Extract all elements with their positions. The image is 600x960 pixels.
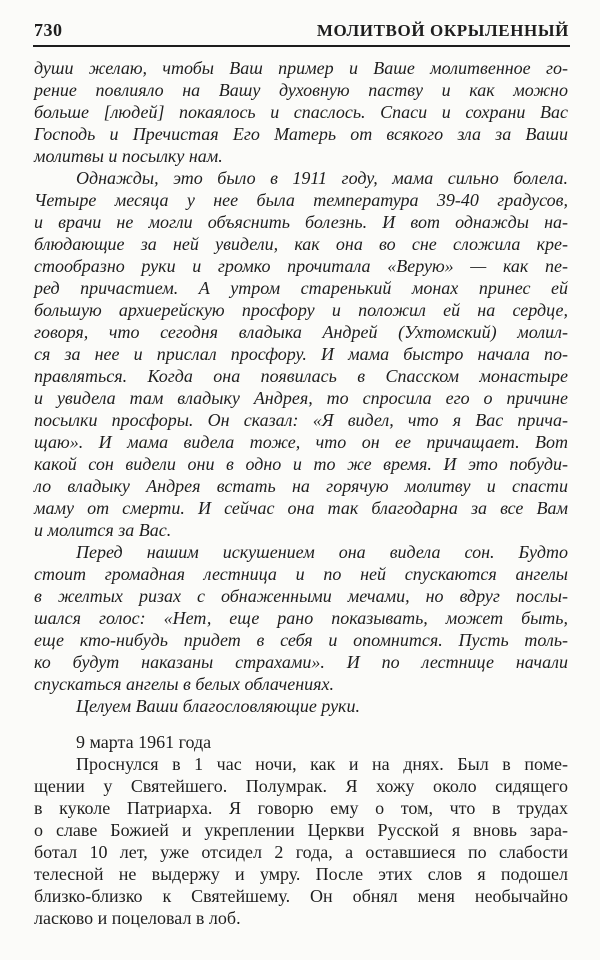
page-number: 730 [34,20,63,40]
text-line: щаю». И мама видела тоже, что он ее причащает. Вот [34,432,568,452]
text-line: 9 марта 1961 года [76,732,212,752]
text-line: ло владыку Андрея встать на горячую молитву и спасти [34,476,568,496]
text-line: и увидела там владыку Андрея, то спросила его о причине [34,388,568,408]
text-line: и врачи не могли объяснить болезнь. И вот однажды на- [34,212,568,232]
text-line: говоря, что сегодня владыка Андрей (Ухтомский) молил- [34,322,568,342]
text-line: спускаться ангелы в белых облачениях. [34,674,335,694]
text-line: и молится за Вас. [34,520,172,540]
text-line: Проснулся в 1 час ночи, как и на днях. Был в поме- [76,754,568,774]
header-rule [33,45,570,47]
text-line: стоит громадная лестница и по ней спускаются ангелы [34,564,568,584]
text-line: стообразно руки и громко прочитала «Верую» — как пе- [34,256,568,276]
text-line: близко-близко к Святейшему. Он обнял меня необычайно [34,886,568,906]
running-head-title: МОЛИТВОЙ ОКРЫЛЕННЫЙ [316,21,569,40]
page-body-text [34,57,568,929]
text-line: маму от смерти. И сейчас она так благодарна за все Вам [34,498,568,518]
text-line: Целуем Ваши благословляющие руки. [76,696,360,716]
text-line: души желаю, чтобы Ваш пример и Ваше молитвенное го- [34,58,568,78]
text-line: ред причастием. А утром старенький монах принес ей [34,278,568,298]
text-line: ся за нее и прислал просфору. И мама быстро начала по- [34,344,568,364]
text-line: телесной не выдержу и умру. После этих слов я подошел [34,864,568,884]
text-line: ботал 10 лет, уже отсидел 2 года, а оставшиеся по слабости [34,842,568,862]
text-line: Четыре месяца у нее была температура 39-40 градусов, [34,190,568,210]
text-line: посылки просфоры. Он сказал: «Я видел, что я Вас прича- [34,410,568,430]
page-header [34,20,569,41]
text-line: больше [людей] покаялось и спаслось. Спаси и сохрани Вас [34,102,568,122]
text-line: ласково и поцеловал в лоб. [34,908,241,928]
text-line: о славе Божией и укреплении Церкви Русской я вновь зара- [34,820,568,840]
text-line: Однажды, это было в 1911 году, мама сильно болела. [76,168,568,188]
text-line: правляться. Когда она появилась в Спасском монастыре [34,366,568,386]
text-line: рение повлияло на Вашу духовную паству и как можно [34,80,568,100]
text-line: Перед нашим искушением она видела сон. Будто [76,542,568,562]
text-line: щении у Святейшего. Полумрак. Я хожу около сидящего [34,776,568,796]
text-line: молитвы и посылку нам. [34,146,223,166]
text-line: в куколе Патриарха. Я говорю ему о том, что в трудах [34,798,568,818]
text-line: в желтых ризах с обнаженными мечами, но вдруг послы- [34,586,568,606]
text-line: блюдающие за ней увидели, как она во сне сложила кре- [34,234,568,254]
text-line: какой сон видели они в одно и то же время. И это побуди- [34,454,568,474]
text-line: Господь и Пречистая Его Матерь от всякого зла за Ваши [34,124,568,144]
text-line: еще кто-нибудь придет в себя и опомнится. Пусть толь- [34,630,568,650]
text-line: шался голос: «Нет, еще рано показывать, может быть, [34,608,568,628]
text-line: ко будут наказаны страхами». И по лестнице начали [34,652,568,672]
text-line: большую архиерейскую просфору и положил ей на сердце, [34,300,568,320]
